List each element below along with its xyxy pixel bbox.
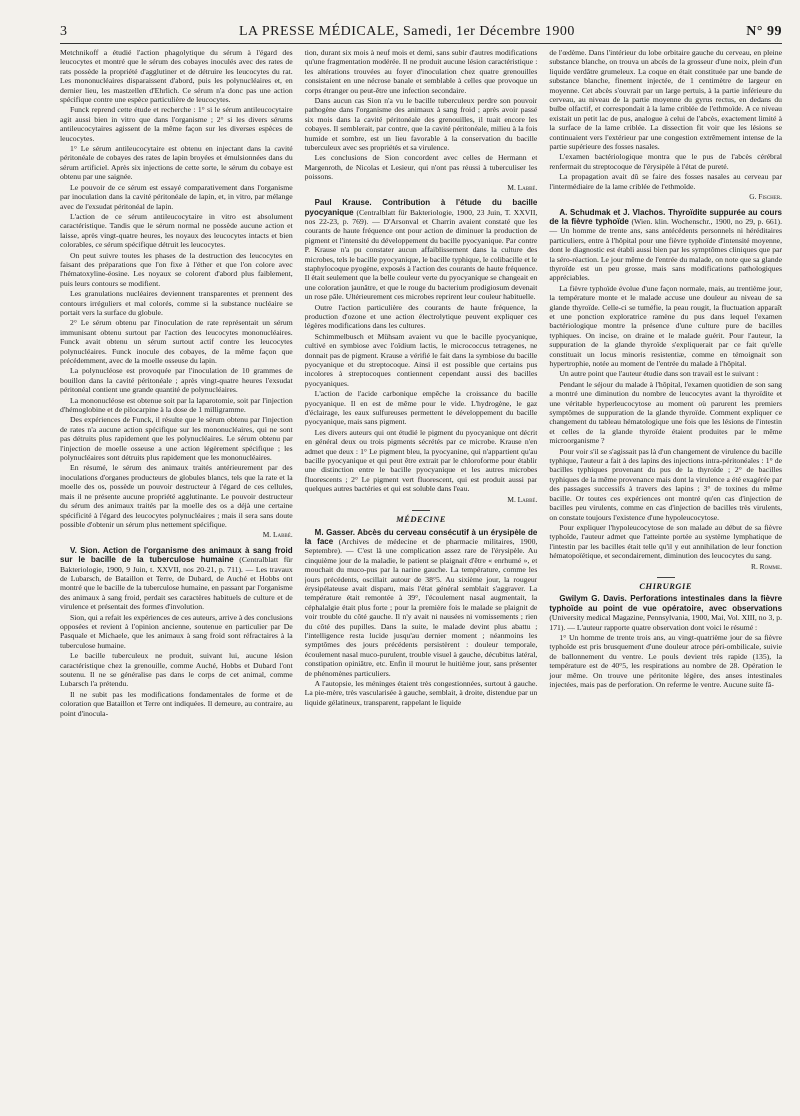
paragraph: On peut suivre toutes les phases de la destruction des leucocytes en faisant des préparations que l'on fixe à l'éther et que l'on colore avec l'hématoxyline-éosine. Les noyaux se colorent d'abord plus faiblement, puis leurs contours se modifient. <box>60 250 293 288</box>
paragraph: Il ne subit pas les modifications fondamentales de forme et de coloration que Bataillon et Terre ont indiquées. Il demeure, au contraire, au point d'inocula- <box>60 689 293 718</box>
paragraph: L'action de ce sérum antileucocytaire in vitro est absolument caractéristique. Tandis que le sérum normal ne possède aucune action et laisse, après vingt-quatre heures, les noyaux des leucocytes intacts et bien colorables, ce sérum spécifique détruit les leucocytes. <box>60 211 293 250</box>
paragraph: A l'autopsie, les méninges étaient très congestionnées, surtout à gauche. La pie-mère, très vascularisée à gauche, semblait, à droite, distendue par un liquide gélatineux, transparent, rappelant le liquide <box>304 679 538 707</box>
article-heading <box>549 208 782 283</box>
author-signature: M. Labbé. <box>262 530 293 540</box>
column-2 <box>305 48 538 1098</box>
paragraph: Un autre point que l'auteur étudie dans son travail est le suivant : <box>559 369 759 379</box>
divider <box>657 577 675 578</box>
paragraph: Pendant le séjour du malade à l'hôpital, l'examen quotidien de son sang a montré une diminution du nombre de leucocytes avant la thyroïdite et une véritable hyperleucocytose au moment où parurent les premiers symptômes de suppuration de la glande thyroïde. Comment expliquer ce changement du tableau hématologique une fois que les lésions de l'intestin et celles de la glande thyroïde étaient produites par le même microorganisme ? <box>549 379 783 446</box>
article-title: M. Gasser. Abcès du cerveau consécutif à un érysipèle de la face <box>304 527 538 546</box>
paragraph: (Archives de médecine et de pharmacie militaires, 1900, Septembre). — C'est là une complication assez rare de l'érysipèle. Au cinquième jour de la maladie, le patient se plaignait d'être « enrhumé », et mouchait du muco-pus par la narine gauche. La température, comme les jours précédents, oscillait autour de 38°5. Au sixième jour, la rougeur érysipélateuse avait disparu, mais l'état général semblait s'aggraver. La température était remontée à 39°, l'écoulement nasal augmentait, la céphalalgie était plus forte ; pour la première fois le malade se plaignit de voir trouble du côté gauche. Il n'y avait ni nausées ni vomissements ; rien du côté des pupilles. Dans la suite, le malade devint plus abattu ; l'intelligence resta lucide jusqu'au dernier moment ; néanmoins les symptômes des jours précédents persistèrent : douleur temporale, écoulement nasal muco-purulent, trouble visuel à gauche, décubitus latéral, constipation opiniâtre, etc. Enfin il mourut le huitième jour, sans présenter de phénomènes particuliers. <box>304 536 538 678</box>
article-heading <box>305 528 538 679</box>
paragraph: de l'œdème. Dans l'intérieur du lobe orbitaire gauche du cerveau, en pleine substance blanche, on trouva un abcès de la grosseur d'une noix, plein d'un liquide verdâtre grumeleux. La coque en était constituée par une bande de substance blanche, finement injectée, de 1 centimètre de largeur en moyenne. Cet abcès s'ouvrait par un large pertuis, à la partie inférieure du cerveau, au niveau de la partie moyenne du gyrus rectus, en dedans du bulbe olfactif, et correspondait à la lame criblée de l'ethmoïde. A ce niveau existait un petit lac de pus, analogue à celui de l'abcès, exactement limité à la surface de la lame criblée. La dissection fit voir que les lésions se continuaient vers l'extérieur par une congestion extrêmement intense de la partie supérieure des fosses nasales. <box>549 48 783 152</box>
paragraph: La propagation avait dû se faire des fosses nasales au cerveau par l'intermédiaire de la lame criblée de l'ethmoïde. <box>549 172 783 191</box>
article-heading <box>549 594 782 632</box>
paragraph: Outre l'action particulière des courants de haute fréquence, la production d'ozone et une action électrolytique peuvent expliquer ces légères modifications dans les cultures. <box>304 302 538 331</box>
section-heading: MÉDECINE <box>396 514 446 525</box>
article-heading <box>60 546 293 612</box>
paragraph: Metchnikoff a étudié l'action phagolytique du sérum à l'égard des leucocytes et montré que le sérum des cobayes inoculés avec des rates de rats possède la propriété d'agglutiner et de détruire les leucocytes du rat. Les mononucléaires disparaissent d'abord, puis les polynucléaires et, en dernier lieu, les mastzellen d'Ehrlich. Ce sérum n'a donc pas une action spécifique contre une espèce particulière de leucocytes. <box>60 48 293 105</box>
paragraph: Pour voir s'il se s'agissait pas là d'un changement de virulence du bacille typhique, l'auteur a fait à des lapins des injections intra-péritonéales : 1° de bacilles typhiques provenant du pus de la thyroïde ; 2° de bacilles typhiques de la même provenance mais dont la virulence a été exagérée par des passages successifs à travers des lapins ; 3° de toxines du même bacille. Or toutes ces expériences ont montré qu'en cas d'injection de bacilles peu virulents, comme en cas d'injection de bacilles très virulents, on constate toujours l'existence d'une hypoleucocytose. <box>549 446 783 522</box>
paragraph: (Centralblatt für Bakteriologie, 1900, 23 Juin, T. XXVII, nos 22-23, p. 769). — D'Arsonval et Charrin avaient constaté que les courants de haute fréquence ont pour action de diminuer la production de pigment et l'intensité du développement du bacille pyocyanique. Par contre P. Krause n'a pu constater aucun affaiblissement dans la culture des microbes, tels le bacille pyocyanique, le bacille typhique, le colibacille et le staphylocoque pyogène, exposés à l'action des courants de haute fréquence. Il était seulement que la belle couleur verte du pyocyanique se changeait en une coloration jaunâtre, et que le rouge du bacterium prodigiosum devenait un rose pâle. Ultérieurement ces microbes reprirent leur couleur habituelle. <box>304 207 538 302</box>
paragraph: La mononucléose est obtenue soit par la laparotomie, soit par l'injection d'hémoglobine et de pilocarpine à la dose de 1 milligramme. <box>60 395 293 415</box>
section-heading: CHIRURGIE <box>639 580 693 591</box>
paragraph: (Wien. klin. Wochenschr., 1900, no 29, p. 661). — Un homme de trente ans, sans antécédents personnels ni héréditaires particuliers, entre à l'hôpital pour une fièvre typhoïde d'intensité moyenne, dont le diagnostic est établi aussi bien par les symptômes cliniques que par la séro-réaction. Le jour même de l'entrée du malade, on note que sa glande thyroïde est un peu grosse, mais sans modifications pathologiques appréciables. <box>549 216 783 283</box>
article-title: Gwilym G. Davis. Perforations intestinales dans la fièvre typhoïde au point de vue opératoire, avec observations <box>549 594 783 613</box>
paragraph: Le pouvoir de ce sérum est essayé comparativement dans l'organisme par inoculation dans la cavité péritonéale de lapin, et, in vitro, par mélange avec de l'exsudat péritonéal de lapin. <box>60 182 293 211</box>
page-header <box>60 24 782 44</box>
column-3 <box>549 48 782 1098</box>
divider <box>412 510 430 511</box>
paragraph: Les granulations nucléaires deviennent transparentes et prennent des contours irréguliers et mal colorés, comme si la substance nucléaire se portait vers la surface du globule. <box>60 289 293 317</box>
article-title: A. Schudmak et J. Vlachos. Thyroïdite suppurée au cours de la fièvre typhoïde <box>549 207 783 226</box>
paragraph: 1° Un homme de trente trois ans, au vingt-quatrième jour de sa fièvre typhoïde est pris brusquement d'une douleur atroce péri-ombilicale, suivie de ballonnement du ventre. Le pouls devient très rapide (135), la température est de 40°5, les respirations au nombre de 28. Opération le jour même. On trouve une péritonite légère, des anses intestinales injectées, mais pas de perforation. On referme le ventre. Aucune suite fâ- <box>549 632 783 689</box>
paragraph: Pour expliquer l'hypoleucocytose de son malade au début de sa fièvre typhoïde, l'auteur admet que l'atteinte portée au système lymphatique de l'intestin par les bacilles était telle qu'il y eut annihilation de leur fonction hématopoïétique, et secondairement, diminution des leucocytes du sang. <box>549 522 783 561</box>
newspaper-page <box>60 24 782 1098</box>
journal-title: LA PRESSE MÉDICALE, Samedi, 1er Décembre 1900 <box>238 24 575 39</box>
issue-number: N° 99 <box>746 24 782 39</box>
paragraph: Funck reprend cette étude et recherche : 1° si le sérum antileucocytaire agit aussi bien in vitro que dans l'organisme ; 2° si les divers sérums antileucocytaires agissent de la même façon sur les diverses espèces de leucocytes. <box>60 105 293 143</box>
paragraph: Sion, qui a refait les expériences de ces auteurs, arrive à des conclusions opposées et revient à l'opinion ancienne, soutenue en particulier par De Pasquale et Michaele, que les animaux à sang froid sont réfractaires à la tuberculose humaine. <box>60 612 293 650</box>
paragraph: (University medical Magazine, Pennsylvania, 1900, Mai, Vol. XIII, no 3, p. 171). — L'auteur rapporte quatre observation dont voici le résumé : <box>549 613 783 632</box>
paragraph: Le bacille tuberculeux ne produit, suivant lui, aucune lésion caractéristique chez la grenouille, comme Auché, Hobbs et Dubard l'ont soutenu. Il ne se généralise pas dans le corps de cet animal, comme Lubarsch l'a prétendu. <box>60 651 293 689</box>
paragraph: Les divers auteurs qui ont étudié le pigment du pyocyanique ont décrit en général deux ou trois pigments sécrétés par ce microbe. Krause n'en admet que deux : 1° Le pigment bleu, la pyocyanine, qui n'appartient qu'au bacille pyocyanique et qui peut être extrait par le chloroforme pour établir une distinction entre le bacille pyocyanique et les autres microbes fluorescents ; 2° Le pigment vert fluorescent, qui est produit aussi par quelques autres bactéries et qui est soluble dans l'eau. <box>304 427 538 494</box>
paragraph: 1° Le sérum antileucocytaire est obtenu en injectant dans la cavité péritonéale de cobayes des rates de lapin broyées et émulsionnées dans du sérum artificiel. Après six injections de cette sorte, le sérum du cobaye est obtenu par une saignée. <box>60 144 293 182</box>
paragraph: 2° Le sérum obtenu par l'inoculation de rate représentait un sérum immunisant obtenu surtout par l'action des leucocytes mononucléaires. Funck avait obtenu un sérum surtout actif contre les leucocytes polynucléaires. Funck inocule des cobayes, de la même façon que précédemment, avec de la moelle osseuse du lapin. <box>60 318 293 365</box>
article-heading <box>305 198 538 301</box>
paragraph: La fièvre typhoïde évolue d'une façon normale, mais, au trentième jour, la température monte et le malade accuse une douleur au niveau de sa glande thyroïde. Celle-ci se tuméfie, la peau rougit, la fluctuation apparaît et une ponction exploratrice ramène du pus dans lequel l'examen bactériologique montre la présence d'une culture pure de bacilles typhiques. On incise, on draine et le malade guérit. Pour l'auteur, la suppuration de la glande thyroïde s'expliquerait par ce fait qu'elle constituait un locus minoris resistentiæ, comme en témoignait son hypertrophie, notée au moment de l'entrée du malade à l'hôpital. <box>549 283 783 368</box>
paragraph: L'examen bactériologique montra que le pus de l'abcès cérébral renfermait du streptocoque de l'érysipèle à l'état de pureté. <box>549 152 783 171</box>
author-signature: M. Labbé. <box>507 182 538 192</box>
paragraph: Dans aucun cas Sion n'a vu le bacille tuberculeux perdre son pouvoir pathogène dans l'organisme des animaux à sang froid ; après avoir passé six mois dans la cavité péritonéale des grenouilles, il tuait encore les cobayes. Il semblerait, par contre, que la cavité péritonéale, milieu à la fois humide et sombre, est un lieu favorable à la conservation du bacille tuberculeux avec ses propriétés et sa virulence. <box>304 96 538 153</box>
paragraph: Schimmelbusch et Mühsam avaient vu que le bacille pyocyanique, cultivé en symbiose avec l'oïdium lactis, le micrococcus tetragenes, ne donnait pas de pigment. Krause a vérifié le fait dans la symbiose du bacille pyocyanique et du streptocoque. Ainsi il est possible que certains pus incolores à streptocoques contiennent cependant aussi des bacilles pyocyaniques. <box>304 331 538 388</box>
paragraph: L'action de l'acide carbonique empêche la croissance du bacille pyocyanique. Il en est de même pour le vide. L'hydrogène, le gaz d'éclairage, les eaux sulfureuses permettent le développement du bacille pyocyanique, mais sans pigment. <box>304 389 538 427</box>
paragraph: Les conclusions de Sion concordent avec celles de Hermann et Margenroth, de Nicolas et Lesieur, qui n'ont pas réussi à tuberculiser les poissons. <box>304 153 538 182</box>
column-1 <box>60 48 293 1098</box>
article-title: V. Sion. Action de l'organisme des animaux à sang froid sur le bacille de la tuberculose humaine <box>60 545 293 565</box>
author-signature: G. Fischer. <box>749 192 783 202</box>
paragraph: (Centralblatt für Bakteriologie, 1900, 9 Juin, t. XXVII, nos 20-21, p. 711). — Les travaux de Lubarsch, de Bataillon et Terre, de Dubard, de Auché et Hobbs ont montré que le bacille de la tuberculose humaine, en passant par l'organisme des animaux à sang froid, perdait ses caractères habituels de culture et de virulence et présentait des formes d'involution. <box>60 555 293 612</box>
page-number: 3 <box>60 24 68 39</box>
paragraph: En résumé, le sérum des animaux traités antérieurement par des inoculations d'organes producteurs de globules blancs, tels que la rate et la moelle des os, possède un pouvoir destructeur à l'égard de ces cellules, mais il ne présente aucune propriété agglutinante. Le pouvoir destructeur du sérum des animaux traités par la moelle des os a déjà une certaine spécificité à l'égard des leucocytes polynucléaires ; mais il sera sans doute possible d'obtenir un sérum plus nettement spécifique. <box>60 463 293 529</box>
paragraph: tion, durant six mois à neuf mois et demi, sans subir d'autres modifications qu'une fragmentation modérée. Il ne produit aucune lésion caractéristique : les altérations trouvées au foyer d'inoculation chez quatre grenouilles consistaient en une nécrose banale et semblable à celles que provoque un corps étranger ou peut-être une infection secondaire. <box>304 48 538 95</box>
paragraph: Des expériences de Funck, il résulte que le sérum obtenu par l'injection de rates n'a aucune action spécifique sur les mononucléaires, qui ne sont pas détruits plus rapidement que les polynucléaires. Le sérum obtenu par l'injection de moelle osseuse a une action légèrement spécifique ; les polynucléaires sont détruits plus rapidement que les mononucléaires. <box>60 415 293 463</box>
article-title: Paul Krause. Contribution à l'étude du bacille pyocyanique <box>304 198 538 217</box>
author-signature: R. Romme. <box>751 561 783 571</box>
paragraph: La polynucléose est provoquée par l'inoculation de 10 grammes de bouillon dans la cavité péritonéale ; après vingt-quatre heures l'exsudat péritonéal contient une grande quantité de polynucléaires. <box>60 366 293 395</box>
author-signature: M. Labbé. <box>507 494 538 504</box>
